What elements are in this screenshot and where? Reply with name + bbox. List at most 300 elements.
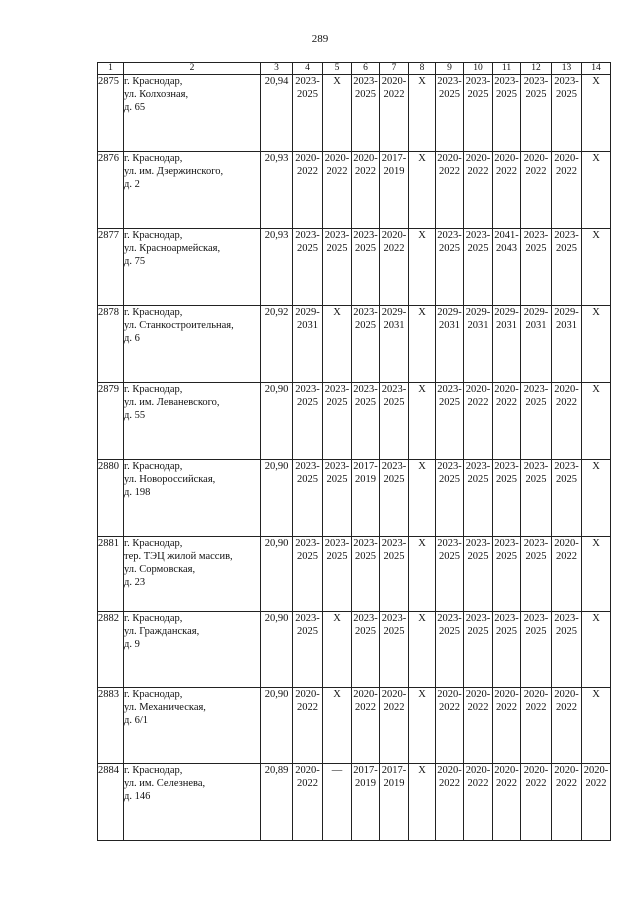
address-line: г. Краснодар, [124,765,183,776]
period-end: 2025 [496,551,517,562]
period-start: 2023- [523,613,549,624]
period-end: 2019 [383,166,405,177]
period-cell [380,383,409,460]
period-cell: — [323,764,352,841]
period-cell [493,612,521,688]
period-cell [464,383,493,460]
period-cell [293,688,323,764]
period-start: 2023- [465,76,491,87]
period-end: 2025 [467,626,489,637]
column-number-cell: 2 [124,63,261,75]
period-end: 2025 [525,89,547,100]
period-start: 2023- [381,461,407,472]
period-cell: X [323,612,352,688]
table-row [98,306,611,383]
period-end: 2025 [525,474,547,485]
period-cell [380,306,409,383]
period-end: 2025 [326,474,348,485]
period-cell [436,460,464,537]
period-end: 2022 [585,778,607,789]
period-end: 2025 [439,626,460,637]
period-start: 2020- [465,153,491,164]
period-end: 2025 [496,474,517,485]
period-end: 2031 [496,320,517,331]
period-end: 2022 [383,243,405,254]
period-start: 2020- [381,230,407,241]
address-line: ул. Сормовская, [124,564,196,575]
period-start: 2023- [494,461,519,472]
address-cell [124,537,261,612]
period-start: 2023- [353,230,378,241]
period-end: 2025 [355,89,376,100]
period-end: 2022 [326,166,348,177]
period-start: 2020- [554,538,579,549]
housing-register-table [97,62,611,841]
address-line: ул. Механическая, [124,702,206,713]
period-end: 2025 [383,474,405,485]
period-end: 2022 [355,702,376,713]
period-start: 2023- [353,384,378,395]
period-start: 2023- [353,76,378,87]
period-start: 2023- [465,538,491,549]
period-end: 2022 [467,778,489,789]
record-number-cell: 2881 [98,537,124,612]
period-cell: X [582,229,611,306]
period-end: 2022 [297,166,318,177]
period-end: 2022 [297,778,318,789]
period-end: 2025 [297,89,318,100]
address-line: д. 6 [124,333,140,344]
column-number-cell: 11 [493,63,521,75]
period-end: 2022 [383,89,405,100]
address-cell [124,229,261,306]
period-end: 2022 [496,166,517,177]
period-cell [352,306,380,383]
period-start: 2020- [554,384,579,395]
period-cell [493,152,521,229]
column-number-row [98,63,611,75]
period-cell [464,688,493,764]
period-cell [323,152,352,229]
period-start: 2023- [295,384,320,395]
column-number-cell: 14 [582,63,611,75]
period-start: 2023- [437,613,462,624]
period-cell [521,764,552,841]
area-cell: 20,92 [261,306,293,383]
period-cell [493,460,521,537]
address-cell [124,612,261,688]
period-start: 2023- [324,538,350,549]
period-start: 2017- [353,765,378,776]
period-start: 2029- [554,307,579,318]
address-cell [124,152,261,229]
period-end: 2019 [355,474,376,485]
table-row [98,152,611,229]
area-cell: 20,94 [261,75,293,152]
period-cell: X [409,229,436,306]
period-end: 2019 [383,778,405,789]
address-line: г. Краснодар, [124,153,183,164]
period-cell [493,75,521,152]
column-number-cell: 13 [552,63,582,75]
period-start: 2041- [494,230,519,241]
record-number-cell: 2879 [98,383,124,460]
page-number: 289 [311,33,329,45]
record-number-cell: 2878 [98,306,124,383]
period-cell [552,460,582,537]
column-number-cell: 8 [409,63,436,75]
period-end: 2022 [297,702,318,713]
period-start: 2020- [494,765,519,776]
period-start: 2020- [295,689,320,700]
period-cell [552,306,582,383]
period-cell [521,152,552,229]
area-cell: 20,90 [261,537,293,612]
period-end: 2022 [556,551,577,562]
column-number-cell: 3 [261,63,293,75]
period-cell [493,383,521,460]
period-cell [464,537,493,612]
address-line: д. 65 [124,102,146,113]
period-cell: X [409,306,436,383]
period-cell [323,460,352,537]
address-line: ул. Гражданская, [124,626,200,637]
period-cell [380,612,409,688]
period-cell: X [582,537,611,612]
period-cell [293,152,323,229]
address-line: г. Краснодар, [124,230,183,241]
period-end: 2022 [556,166,577,177]
period-cell: X [582,75,611,152]
period-start: 2023- [437,461,462,472]
period-start: 2023- [324,384,350,395]
period-cell [352,612,380,688]
period-start: 2017- [353,461,378,472]
period-end: 2025 [439,243,460,254]
period-cell: X [582,688,611,764]
column-number-cell: 5 [323,63,352,75]
period-cell: X [409,75,436,152]
period-start: 2020- [437,153,462,164]
period-start: 2023- [494,613,519,624]
period-cell [493,764,521,841]
period-cell [493,306,521,383]
period-cell [380,688,409,764]
period-cell: X [582,306,611,383]
area-cell: 20,89 [261,764,293,841]
address-line: ул. Станкостроительная, [124,320,234,331]
area-cell: 20,93 [261,229,293,306]
period-end: 2025 [326,243,348,254]
record-number-cell: 2877 [98,229,124,306]
period-start: 2029- [437,307,462,318]
period-start: 2023- [554,230,579,241]
period-cell [352,75,380,152]
period-end: 2025 [355,551,376,562]
table-row [98,75,611,152]
period-start: 2023- [381,613,407,624]
period-cell [323,229,352,306]
period-start: 2023- [324,461,350,472]
period-cell [380,152,409,229]
period-cell [380,229,409,306]
period-end: 2019 [355,778,376,789]
period-start: 2020- [353,689,378,700]
address-line: д. 198 [124,487,151,498]
period-cell [521,306,552,383]
period-end: 2022 [496,702,517,713]
period-cell [352,764,380,841]
period-end: 2031 [525,320,547,331]
period-cell [380,460,409,537]
period-cell [352,688,380,764]
address-line: д. 146 [124,791,151,802]
period-cell [464,764,493,841]
period-end: 2025 [467,551,489,562]
period-end: 2025 [383,626,405,637]
address-line: г. Краснодар, [124,461,183,472]
period-end: 2025 [383,551,405,562]
area-cell: 20,90 [261,612,293,688]
period-cell [293,75,323,152]
period-cell [552,75,582,152]
period-end: 2031 [297,320,318,331]
period-cell: X [409,460,436,537]
period-start: 2020- [554,153,579,164]
period-start: 2017- [381,153,407,164]
period-start: 2023- [554,461,579,472]
column-number-cell: 4 [293,63,323,75]
period-end: 2031 [556,320,577,331]
record-number-cell: 2883 [98,688,124,764]
period-start: 2020- [437,689,462,700]
period-start: 2023- [523,461,549,472]
period-end: 2022 [496,778,517,789]
address-line: ул. Колхозная, [124,89,189,100]
table-row [98,383,611,460]
address-line: ул. им. Дзержинского, [124,166,224,177]
period-cell [464,460,493,537]
table-row [98,537,611,612]
address-line: д. 23 [124,577,146,588]
period-start: 2023- [437,76,462,87]
period-cell [521,537,552,612]
period-start: 2020- [583,765,609,776]
period-start: 2023- [465,230,491,241]
period-end: 2022 [556,778,577,789]
period-start: 2023- [295,538,320,549]
period-start: 2023- [465,613,491,624]
period-cell [521,688,552,764]
address-line: г. Краснодар, [124,613,183,624]
period-start: 2020- [381,76,407,87]
period-cell [464,229,493,306]
period-start: 2029- [494,307,519,318]
period-start: 2017- [381,765,407,776]
period-start: 2023- [353,613,378,624]
period-cell [293,306,323,383]
period-cell [436,75,464,152]
period-end: 2025 [297,243,318,254]
period-cell [521,612,552,688]
period-end: 2022 [439,778,460,789]
period-cell [436,229,464,306]
period-start: 2020- [465,765,491,776]
period-cell: X [409,537,436,612]
period-start: 2020- [324,153,350,164]
period-end: 2022 [467,397,489,408]
period-cell [464,612,493,688]
address-line: ул. им. Селезнева, [124,778,206,789]
period-cell: X [582,460,611,537]
period-cell [552,229,582,306]
period-end: 2025 [556,243,577,254]
column-number-cell: 12 [521,63,552,75]
period-end: 2025 [383,397,405,408]
period-cell: X [323,75,352,152]
period-end: 2025 [297,551,318,562]
address-line: д. 55 [124,410,146,421]
period-start: 2023- [437,384,462,395]
area-cell: 20,90 [261,688,293,764]
period-end: 2031 [467,320,489,331]
period-end: 2022 [439,166,460,177]
period-end: 2025 [439,89,460,100]
period-cell [436,688,464,764]
period-end: 2022 [525,702,547,713]
period-start: 2029- [295,307,320,318]
period-end: 2025 [556,89,577,100]
period-cell: X [582,612,611,688]
period-end: 2025 [355,626,376,637]
period-cell: X [323,306,352,383]
period-end: 2025 [496,626,517,637]
period-end: 2025 [355,397,376,408]
period-start: 2023- [381,538,407,549]
period-start: 2023- [295,230,320,241]
record-number-cell: 2876 [98,152,124,229]
period-end: 2025 [525,243,547,254]
period-cell: X [582,152,611,229]
table-row [98,688,611,764]
period-cell [552,612,582,688]
period-end: 2025 [496,89,517,100]
period-end: 2031 [439,320,460,331]
period-cell [552,152,582,229]
address-line: тер. ТЭЦ жилой массив, [124,551,233,562]
period-cell [436,537,464,612]
period-start: 2020- [494,384,519,395]
column-number-cell: 6 [352,63,380,75]
area-cell: 20,90 [261,460,293,537]
period-cell [464,306,493,383]
period-end: 2025 [525,397,547,408]
period-cell [293,229,323,306]
period-cell [352,460,380,537]
address-cell [124,75,261,152]
period-start: 2023- [523,538,549,549]
period-start: 2023- [523,76,549,87]
table-row [98,229,611,306]
column-number-cell: 1 [98,63,124,75]
period-cell [380,537,409,612]
period-start: 2020- [494,153,519,164]
period-cell: X [582,383,611,460]
address-line: г. Краснодар, [124,76,183,87]
period-cell [464,152,493,229]
column-number-cell: 9 [436,63,464,75]
record-number-cell: 2875 [98,75,124,152]
period-cell [552,764,582,841]
period-start: 2029- [381,307,407,318]
period-end: 2022 [525,778,547,789]
period-start: 2020- [494,689,519,700]
period-cell [352,152,380,229]
record-number-cell: 2880 [98,460,124,537]
period-cell [436,152,464,229]
period-end: 2025 [556,474,577,485]
period-start: 2020- [523,689,549,700]
period-start: 2023- [353,538,378,549]
period-end: 2022 [467,702,489,713]
address-cell [124,306,261,383]
period-cell [582,764,611,841]
address-line: г. Краснодар, [124,538,183,549]
period-end: 2025 [525,626,547,637]
address-line: д. 6/1 [124,715,149,726]
period-start: 2023- [353,307,378,318]
address-line: д. 75 [124,256,146,267]
period-start: 2023- [494,538,519,549]
period-start: 2023- [437,230,462,241]
period-cell [436,383,464,460]
period-end: 2025 [467,89,489,100]
period-start: 2020- [465,689,491,700]
address-line: ул. Новороссийская, [124,474,216,485]
area-cell: 20,93 [261,152,293,229]
period-cell [552,537,582,612]
period-cell [464,75,493,152]
address-line: ул. им. Леваневского, [124,397,220,408]
period-end: 2043 [496,243,517,254]
period-start: 2023- [554,76,579,87]
period-cell: X [409,152,436,229]
period-start: 2023- [381,384,407,395]
period-cell [293,460,323,537]
period-end: 2031 [383,320,405,331]
period-end: 2022 [467,166,489,177]
period-start: 2023- [295,461,320,472]
address-line: д. 2 [124,179,140,190]
address-line: г. Краснодар, [124,384,183,395]
period-start: 2020- [554,689,579,700]
period-end: 2025 [439,551,460,562]
period-end: 2022 [383,702,405,713]
period-cell [380,75,409,152]
period-start: 2023- [523,230,549,241]
period-start: 2020- [381,689,407,700]
period-end: 2025 [355,243,376,254]
period-end: 2025 [326,397,348,408]
period-end: 2022 [525,166,547,177]
period-end: 2025 [297,397,318,408]
period-start: 2029- [465,307,491,318]
period-cell [436,306,464,383]
record-number-cell: 2884 [98,764,124,841]
period-end: 2022 [496,397,517,408]
period-end: 2025 [439,397,460,408]
address-cell [124,383,261,460]
